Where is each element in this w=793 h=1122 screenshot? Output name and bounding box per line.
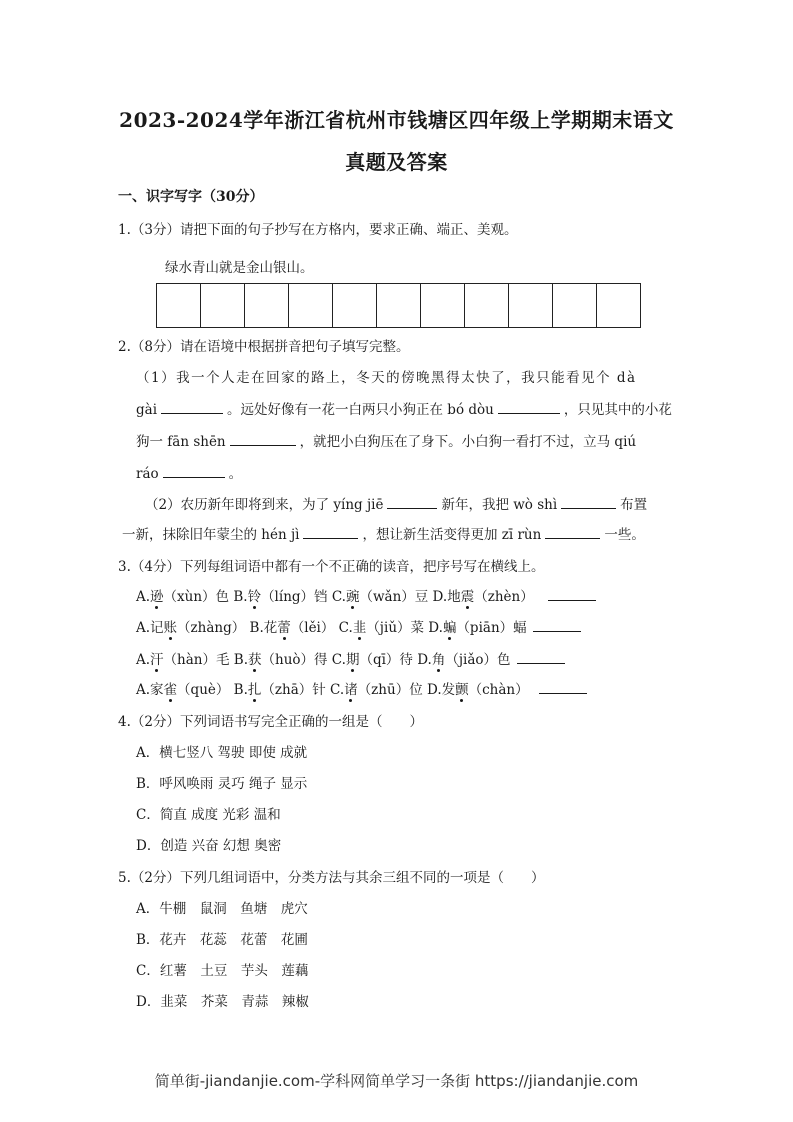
page-title-line2: 真题及答案 <box>345 150 448 174</box>
sentence-text: 新年，我把 wò shì <box>441 497 558 513</box>
q5-option-a[interactable]: A．牛棚 鼠洞 鱼塘 虎穴 <box>136 901 308 917</box>
question-1-stem: 1.（3分）请把下面的句子抄写在方格内，要求正确、端正、美观。 <box>118 222 518 238</box>
option-text: A.记 <box>136 620 164 636</box>
pinyin-text: 狗一 fān shēn <box>136 434 226 450</box>
q2-para2-line2 <box>122 523 645 543</box>
grid-cell[interactable] <box>289 284 333 327</box>
sentence-text: 一些。 <box>604 527 645 543</box>
option-text: （chàn） <box>468 682 529 698</box>
q2-para2-line1 <box>145 493 647 513</box>
answer-blank[interactable] <box>548 586 596 601</box>
sentence-text: 。远处好像有一花一白两只小狗正在 bó dòu <box>227 402 494 418</box>
q4-option-b[interactable]: B．呼风唤雨 灵巧 绳子 显示 <box>136 776 308 792</box>
writing-grid[interactable] <box>156 283 641 328</box>
footer-watermark: 简单街-jiandanjie.com-学科网简单学习一条街 https://jiandanjie.com <box>154 1072 639 1090</box>
question-5-stem: 5.（2分）下列几组词语中，分类方法与其余三组不同的一项是（ ） <box>118 870 545 886</box>
grid-cell[interactable] <box>333 284 377 327</box>
option-text: A.家 <box>136 682 164 698</box>
option-text: （jiǔ）菜 D. <box>366 620 443 636</box>
dotted-char: 扎 <box>247 682 262 698</box>
dotted-char: 蕾 <box>277 620 291 636</box>
sentence-text: 布置 <box>620 497 648 513</box>
q2-para1-line1: （1）我一个人走在回家的路上，冬天的傍晚黑得太快了，我只能看见个 dà <box>136 370 637 386</box>
q3-row <box>136 648 569 668</box>
answer-blank[interactable] <box>545 524 600 539</box>
answer-blank[interactable] <box>303 524 358 539</box>
option-text: （hàn）毛 B. <box>163 652 248 668</box>
question-1-sentence: 绿水青山就是金山银山。 <box>165 260 314 276</box>
q5-option-b[interactable]: B．花卉 花蕊 花蕾 花圃 <box>136 932 308 948</box>
answer-blank[interactable] <box>533 617 581 632</box>
dotted-char: 角 <box>431 652 446 668</box>
option-text: （zhā）针 C. <box>261 682 345 698</box>
grid-cell[interactable] <box>553 284 597 327</box>
grid-cell[interactable] <box>509 284 553 327</box>
option-text: （zhū）位 D.发 <box>357 682 456 698</box>
q2-para1-line3 <box>136 430 636 450</box>
q4-option-a[interactable]: A．横七竖八 驾驶 即使 成就 <box>136 745 308 761</box>
option-text: （xùn）色 B. <box>163 589 248 605</box>
q5-option-c[interactable]: C．红薯 土豆 芋头 莲藕 <box>136 963 309 979</box>
grid-cell[interactable] <box>421 284 465 327</box>
answer-blank[interactable] <box>539 679 587 694</box>
option-text: （què） B. <box>177 682 248 698</box>
dotted-char: 雀 <box>163 682 178 698</box>
q3-row <box>136 585 600 605</box>
option-text: （líng）铛 C. <box>261 589 346 605</box>
q2-para1-line4 <box>136 462 242 482</box>
option-text: （piān）蝠 <box>456 620 527 636</box>
q4-option-c[interactable]: C．简直 成度 光彩 温和 <box>136 807 281 823</box>
dotted-char: 汗 <box>150 652 164 668</box>
sentence-text: ，只见其中的小花 <box>563 402 672 418</box>
grid-cell[interactable] <box>201 284 245 327</box>
dotted-char: 逊 <box>150 589 164 605</box>
sentence-text: 。 <box>228 466 243 482</box>
question-4-stem: 4.（2分）下列词语书写完全正确的一组是（ ） <box>118 714 423 730</box>
section-heading: 一、识字写字（30分） <box>118 189 264 205</box>
q3-row <box>136 678 591 698</box>
sentence-text: ，想让新生活变得更加 zī rùn <box>362 527 542 543</box>
answer-blank[interactable] <box>387 494 437 509</box>
dotted-char: 韭 <box>352 620 367 636</box>
dotted-char: 账 <box>163 620 178 636</box>
option-text: （wǎn）豆 D.地 <box>359 589 461 605</box>
sentence-text: （2）农历新年即将到来，为了 yíng jiē <box>145 497 384 513</box>
option-text: （zhàng） B.花 <box>177 620 278 636</box>
answer-blank[interactable] <box>517 649 565 664</box>
sentence-text: 一新，抹除旧年蒙尘的 hén jì <box>122 527 300 543</box>
dotted-char: 豌 <box>345 589 360 605</box>
answer-blank[interactable] <box>230 431 296 446</box>
page-title-line1: 2023-2024学年浙江省杭州市钱塘区四年级上学期期末语文 <box>119 108 674 132</box>
q2-para1-line2 <box>136 398 672 418</box>
option-text: A. <box>136 652 151 668</box>
dotted-char: 获 <box>248 652 262 668</box>
pinyin-text: gài <box>136 402 158 418</box>
option-text: A. <box>136 589 151 605</box>
option-text: （zhèn） <box>474 589 534 605</box>
answer-blank[interactable] <box>161 399 223 414</box>
answer-blank[interactable] <box>498 399 560 414</box>
grid-cell[interactable] <box>465 284 509 327</box>
question-3-stem: 3.（4分）下列每组词语中都有一个不正确的读音，把序号写在横线上。 <box>118 559 545 575</box>
option-text: （huò）得 C. <box>261 652 346 668</box>
pinyin-text: ráo <box>136 466 159 482</box>
grid-cell[interactable] <box>157 284 201 327</box>
grid-cell[interactable] <box>377 284 421 327</box>
q4-option-d[interactable]: D．创造 兴奋 幻想 奥密 <box>136 838 282 854</box>
question-2-stem: 2.（8分）请在语境中根据拼音把句子填写完整。 <box>118 339 410 355</box>
grid-cell[interactable] <box>597 284 641 327</box>
answer-blank[interactable] <box>163 463 225 478</box>
sentence-text: ，就把小白狗压在了身下。小白狗一看打不过，立马 qiú <box>299 434 637 450</box>
dotted-char: 颤 <box>455 682 469 698</box>
option-text: （lěi） C. <box>290 620 353 636</box>
answer-blank[interactable] <box>561 494 616 509</box>
q5-option-d[interactable]: D．韭菜 芥菜 青蒜 辣椒 <box>136 994 309 1010</box>
dotted-char: 期 <box>345 652 360 668</box>
grid-cell[interactable] <box>245 284 289 327</box>
option-text: （qī）待 D. <box>359 652 432 668</box>
q3-row <box>136 616 585 636</box>
dotted-char: 诸 <box>344 682 358 698</box>
dotted-char: 震 <box>460 589 475 605</box>
option-text: （jiǎo）色 <box>445 652 511 668</box>
dotted-char: 蝙 <box>442 620 457 636</box>
dotted-char: 铃 <box>247 589 262 605</box>
